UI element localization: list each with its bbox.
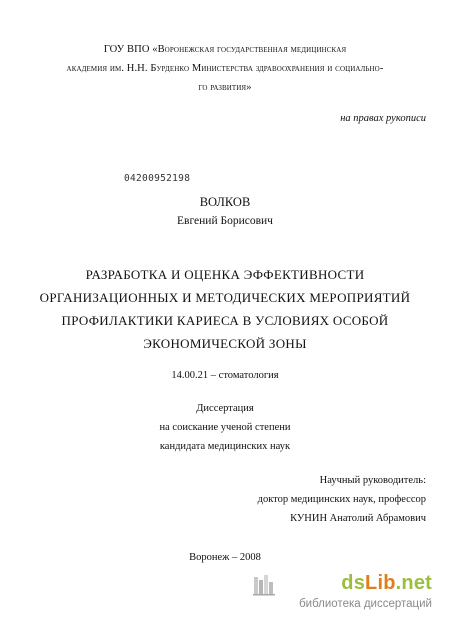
specialty: 14.00.21 – стоматология [171,370,279,381]
advisor-label: Научный руководитель: [319,475,426,486]
dslib-logo [341,572,432,595]
title-line-2: ОРГАНИЗАЦИОННЫХ И МЕТОДИЧЕСКИХ МЕРОПРИЯТИЙ [39,290,411,305]
dslib-subtitle: библиотека диссертаций [299,598,432,610]
book-stack-icon [252,574,278,596]
manuscript-rights-label: на правах рукописи [340,113,426,124]
title-line-1: РАЗРАБОТКА И ОЦЕНКА ЭФФЕКТИВНОСТИ [85,267,365,282]
org-line-1: ГОУ ВПО «Воронежская государственная медицинская [103,44,347,55]
dissertation-label: Диссертация [196,403,254,414]
advisor-degree: доктор медицинских наук, профессор [257,494,426,505]
place-year: Воронеж – 2008 [189,552,261,563]
logo-ds: ds [341,572,366,594]
advisor-name: КУНИН Анатолий Абрамович [290,513,426,524]
org-line-2: академия им. Н.Н. Бурденко Министерства здравоохранения и социально- [66,63,384,74]
author-name: Евгений Борисович [177,215,273,227]
logo-lib: Lib [365,572,396,594]
org-line-3: го развития» [198,82,252,93]
dslib-watermark [252,572,432,618]
dissertation-degree-line: на соискание ученой степени [159,422,291,433]
dissertation-degree-field: кандидата медицинских наук [159,441,291,452]
document-code: 04200952198 [124,173,191,184]
title-line-3: ПРОФИЛАКТИКИ КАРИЕСА В УСЛОВИЯХ ОСОБОЙ [61,313,389,328]
title-line-4: ЭКОНОМИЧЕСКОЙ ЗОНЫ [143,336,307,351]
author-surname: ВОЛКОВ [199,195,251,209]
logo-net: .net [395,572,432,594]
